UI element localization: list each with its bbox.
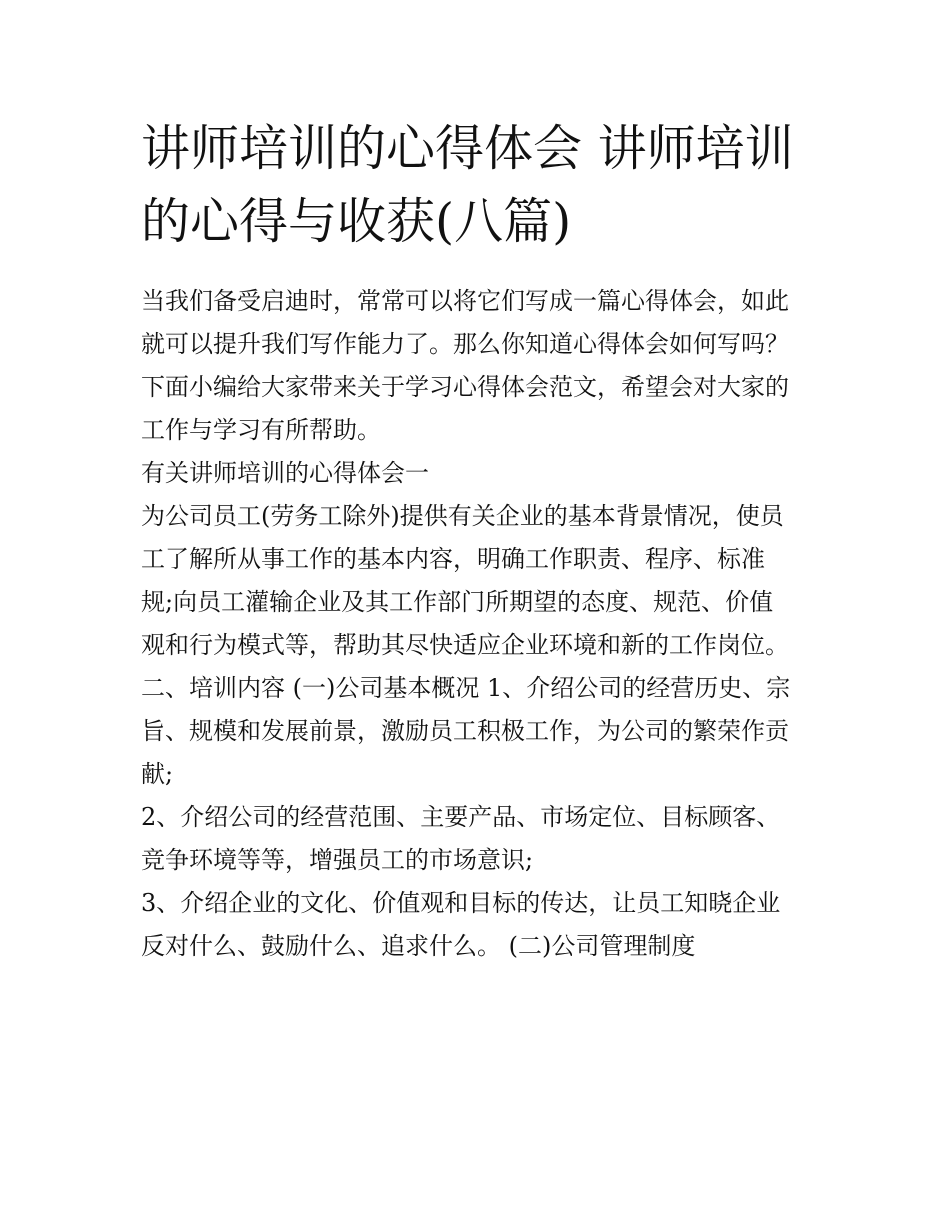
title-line: 讲师培训的心得体会 讲师培训 [141,120,794,177]
document-body [141,280,831,968]
text-line: 有关讲师培训的心得体会一 [141,459,429,487]
text-line: 反对什么、鼓励什么、追求什么。 (二)公司管理制度 [141,932,696,960]
title-line: 的心得与收获(八篇) [141,193,572,250]
text-line: 旨、规模和发展前景，激励员工积极工作，为公司的繁荣作贡 [141,717,789,745]
text-line: 当我们备受启迪时，常常可以将它们写成一篇心得体会，如此 [141,287,789,315]
text-line: 工了解所从事工作的基本内容，明确工作职责、程序、标准 [141,545,765,573]
text-line: 工作与学习有所帮助。 [141,416,381,444]
text-line: 观和行为模式等，帮助其尽快适应企业环境和新的工作岗位。 [141,631,789,659]
list-item-paragraph [141,796,831,882]
body-paragraph [141,495,831,796]
intro-paragraph [141,280,831,452]
text-line: 规;向员工灌输企业及其工作部门所期望的态度、规范、价值 [141,588,774,616]
list-item-paragraph [141,882,831,968]
section-heading [141,452,831,495]
text-line: 3、介绍企业的文化、价值观和目标的传达，让员工知晓企业 [141,889,781,917]
document-title [141,112,831,258]
text-line: 2、介绍公司的经营范围、主要产品、市场定位、目标顾客、 [141,803,781,831]
text-line: 二、培训内容 (一)公司基本概况 1、介绍公司的经营历史、宗 [141,674,791,702]
text-line: 就可以提升我们写作能力了。那么你知道心得体会如何写吗？ [141,330,789,358]
text-line: 为公司员工(劳务工除外)提供有关企业的基本背景情况，使员 [141,502,784,530]
text-line: 献; [141,760,174,788]
text-line: 竞争环境等等，增强员工的市场意识; [141,846,534,874]
text-line: 下面小编给大家带来关于学习心得体会范文，希望会对大家的 [141,373,789,401]
